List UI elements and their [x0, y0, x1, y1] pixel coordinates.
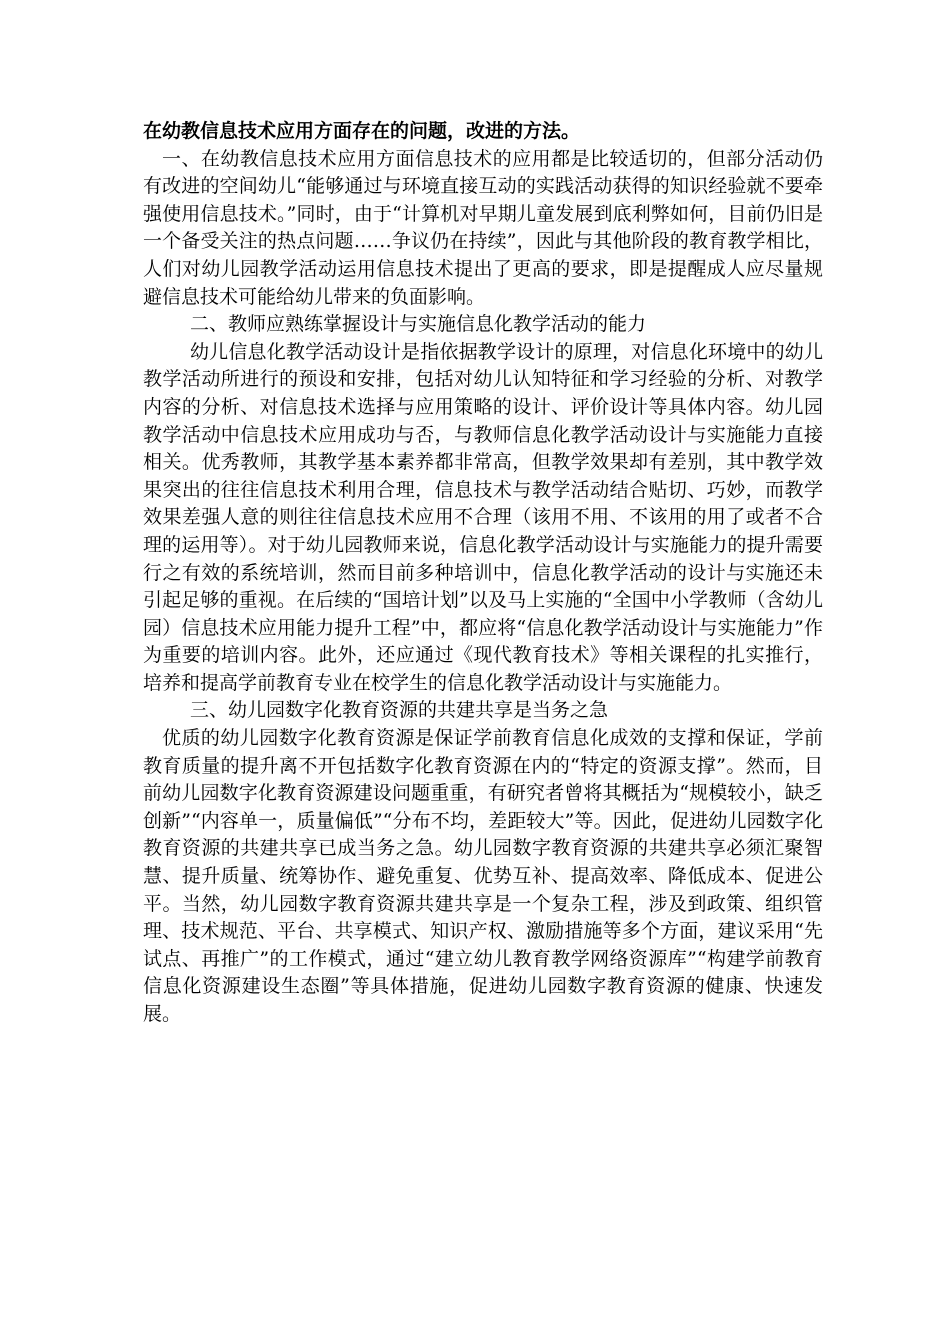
- section-2-heading: 二、教师应熟练掌握设计与实施信息化教学活动的能力: [190, 313, 647, 336]
- section-1-paragraph: 一、在幼教信息技术应用方面信息技术的应用都是比较适切的，但部分活动仍有改进的空间幼儿“能够通过与环境直接互动的实践活动获得的知识经验就不要牵强使用信息技术。”同时，由于“计算机对早期儿童发展到底利弊如何，目前仍旧是一个备受关注的热点问题……争议仍在持续”，因此与其他阶段的教育教学相比，人们对幼儿园教学活动运用信息技术提出了更高的要求，即是提醒成人应尽量规避信息技术可能给幼儿带来的负面影响。: [143, 147, 823, 308]
- section-3-paragraph: 优质的幼儿园数字化教育资源是保证学前教育信息化成效的支撑和保证，学前教育质量的提升离不开包括数字化教育资源在内的“特定的资源支撑”。然而，目前幼儿园数字化教育资源建设问题重重，有研究者曾将其概括为“规模较小，缺乏创新”“内容单一，质量偏低”“分布不均，差距较大”等。因此，促进幼儿园数字化教育资源的共建共享已成当务之急。幼儿园数字教育资源的共建共享必须汇聚智慧、提升质量、统筹协作、避免重复、优势互补、提高效率、降低成本、促进公平。当然，幼儿园数字教育资源共建共享是一个复杂工程，涉及到政策、组织管理、技术规范、平台、共享模式、知识产权、激励措施等多个方面，建议采用“先试点、再推广”的工作模式，通过“建立幼儿教育教学网络资源库”“构建学前教育信息化资源建设生态圈”等具体措施，促进幼儿园数字教育资源的健康、快速发展。: [143, 727, 823, 1025]
- document-body: [143, 118, 823, 1029]
- document-title: 在幼教信息技术应用方面存在的问题，改进的方法。: [143, 120, 581, 142]
- section-2-paragraph: 幼儿信息化教学活动设计是指依据教学设计的原理，对信息化环境中的幼儿教学活动所进行的预设和安排，包括对幼儿认知特征和学习经验的分析、对教学内容的分析、对信息技术选择与应用策略的设计、评价设计等具体内容。幼儿园教学活动中信息技术应用成功与否，与教师信息化教学活动设计与实施能力直接相关。优秀教师，其教学基本素养都非常高，但教学效果却有差别，其中教学效果突出的往往信息技术利用合理，信息技术与教学活动结合贴切、巧妙，而教学效果差强人意的则往往信息技术应用不合理（该用不用、不该用的用了或者不合理的运用等）。对于幼儿园教师来说，信息化教学活动设计与实施能力的提升需要行之有效的系统培训，然而目前多种培训中，信息化教学活动的设计与实施还未引起足够的重视。在后续的“国培计划”以及马上实施的“全国中小学教师（含幼儿园）信息技术应用能力提升工程”中，都应将“信息化教学活动设计与实施能力”作为重要的培训内容。此外，还应通过《现代教育技术》等相关课程的扎实推行，培养和提高学前教育专业在校学生的信息化教学活动设计与实施能力。: [143, 340, 823, 694]
- section-3-heading: 三、幼儿园数字化教育资源的共建共享是当务之急: [190, 699, 609, 722]
